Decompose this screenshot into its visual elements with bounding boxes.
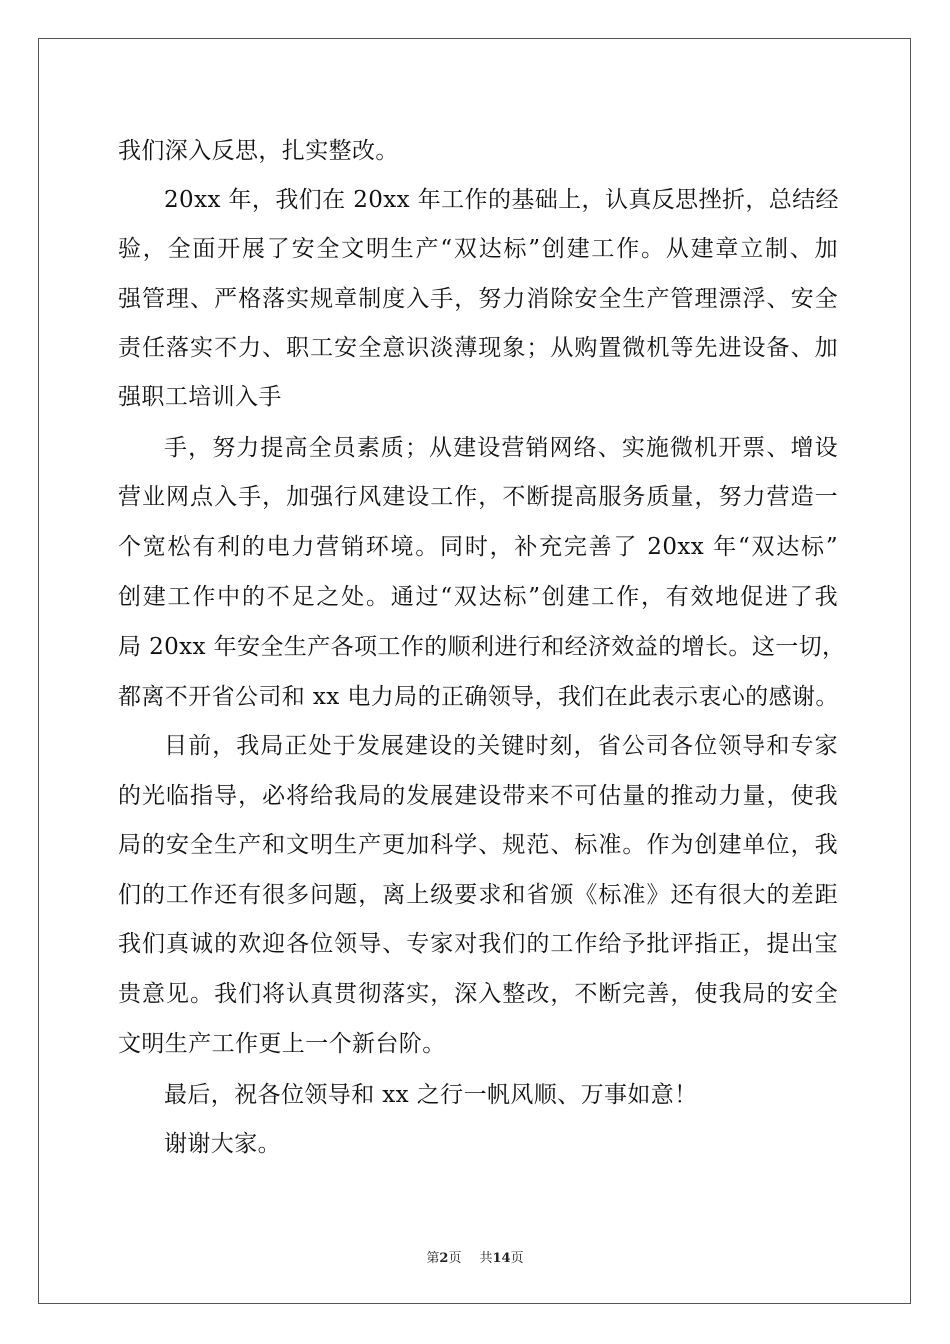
text-line: 文明生产工作更上一个新台阶。 (118, 1031, 446, 1057)
text-line: 们的工作还有很多问题，离上级要求和省颁《标准》还有很大的差距 (118, 882, 838, 908)
text-line: 谢谢大家。 (164, 1131, 281, 1157)
text-line: 验，全面开展了安全文明生产“双达标”创建工作。从建章立制、加 (118, 236, 838, 262)
page-total: 共14页 (479, 1251, 524, 1266)
text-line: 的光临指导，必将给我局的发展建设带来不可估量的推动力量，使我 (118, 783, 838, 809)
text-line: 手，努力提高全员素质；从建设营销网络、实施微机开票、增设 (164, 435, 838, 461)
text-line: 目前，我局正处于发展建设的关键时刻，省公司各位领导和专家 (164, 733, 838, 759)
text-line: 创建工作中的不足之处。通过“双达标”创建工作，有效地促进了我 (118, 584, 838, 610)
text-line: 最后，祝各位领导和 xx 之行一帆风顺、万事如意！ (164, 1082, 698, 1108)
text-line: 我们真诚的欢迎各位领导、专家对我们的工作给予批评指正，提出宝 (118, 931, 838, 957)
text-line: 个宽松有利的电力营销环境。同时，补充完善了 20xx 年“双达标” (118, 534, 838, 560)
text-line: 20xx 年，我们在 20xx 年工作的基础上，认真反思挫折，总结经 (164, 187, 839, 213)
text-line: 我们深入反思，扎实整改。 (118, 138, 399, 164)
page-footer (0, 1247, 950, 1266)
text-line: 局的安全生产和文明生产更加科学、规范、标准。作为创建单位，我 (118, 832, 838, 858)
text-line: 强管理、严格落实规章制度入手，努力消除安全生产管理漂浮、安全 (118, 286, 838, 312)
page-border (38, 38, 911, 1304)
text-line: 营业网点入手，加强行风建设工作，不断提高服务质量，努力营造一 (118, 484, 838, 510)
text-line: 局 20xx 年安全生产各项工作的顺利进行和经济效益的增长。这一切， (118, 634, 846, 660)
page-number: 第2页 (426, 1251, 462, 1266)
text-line: 贵意见。我们将认真贯彻落实，深入整改，不断完善，使我局的安全 (118, 981, 838, 1007)
text-line: 都离不开省公司和 xx 电力局的正确领导，我们在此表示衷心的感谢。 (118, 684, 839, 710)
text-line: 责任落实不力、职工安全意识淡薄现象；从购置微机等先进设备、加 (118, 335, 838, 361)
text-line: 强职工培训入手 (118, 384, 282, 410)
